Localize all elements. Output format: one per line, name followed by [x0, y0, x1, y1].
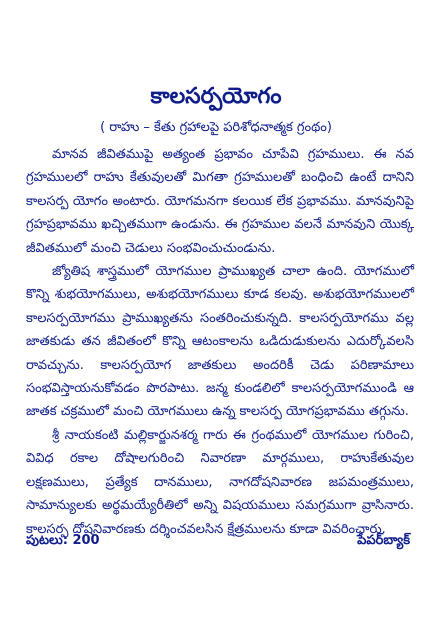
binding-type: పేపర్‌బ్యాక్ — [357, 533, 410, 548]
description-paragraph: జ్యోతిష శాస్త్రములో యోగముల ప్రాముఖ్యత చాలా ఉంది. యోగములో కొన్ని శుభయోగములు, అశుభయోగములు కూడ కలవు. అశుభయోగములలో కాలసర్పయోగము ప్రాముఖ్యతను సంతరించుకున్నది. కాలసర్పయోగము వల్ల జాతకుడు తన జీవితంలో కొన్ని ఆటంకాలను ఒడిదుడుకులను ఎదుర్కోవలసి రావచ్చును. కాలసర్పయోగ జాతకులు అందరికీ చెడు పరిణామాలు సంభవిస్తాయనుకోవడం పొరపాటు. జన్మ కుండలిలో కాలసర్పయోగముండి ఆ జాతక చక్రములో మంచి యోగములు ఉన్న కాలసర్ప యోగప్రభావము తగ్గును. — [26, 264, 414, 420]
book-subtitle: ( రాహు – కేతు గ్రహాలపై పరిశోధనాత్మక గ్రంథం) — [100, 120, 332, 135]
book-title: కాలసర్పయోగం — [150, 84, 282, 109]
description-paragraph: మానవ జీవితముపై అత్యంత ప్రభావం చూపేవి గ్రహములు. ఈ నవ గ్రహములలో రాహు కేతువులతో మిగతా గ్రహములతో బంధించి ఉంటే దానిని కాలసర్ప యోగం అంటారు. యోగమనగా కలయిక లేక ప్రభావము. మానవునిపై గ్రహప్రభావము ఖచ్చితముగా ఉండును. ఈ గ్రహముల వలనే మానవుని యొక్క జీవితములో మంచి చెడులు సంభవించుచుండును. — [26, 147, 414, 256]
description-body — [26, 143, 414, 541]
page-count: పుటలు: 200 — [26, 533, 100, 548]
description-paragraph: శ్రీ నాయకంటి మల్లికార్జునశర్మ గారు ఈ గ్రంథములో యోగముల గురించి, వివిధ రకాల దోషాలగురించి నివారణా మార్గములు, రాహుకేతువుల లక్షణములు, ప్రత్యేక దానములు, నాగదోషనివారణ జపమంత్రములు, సామాన్యులకు అర్థమయ్యేరీతిలో అన్ని విషయములు సమగ్రముగా వ్రాసినారు. కాలసర్ప దోషనివారణకు దర్శించవలసిన క్షేత్రములను కూడా వివరించారు. — [26, 427, 414, 537]
